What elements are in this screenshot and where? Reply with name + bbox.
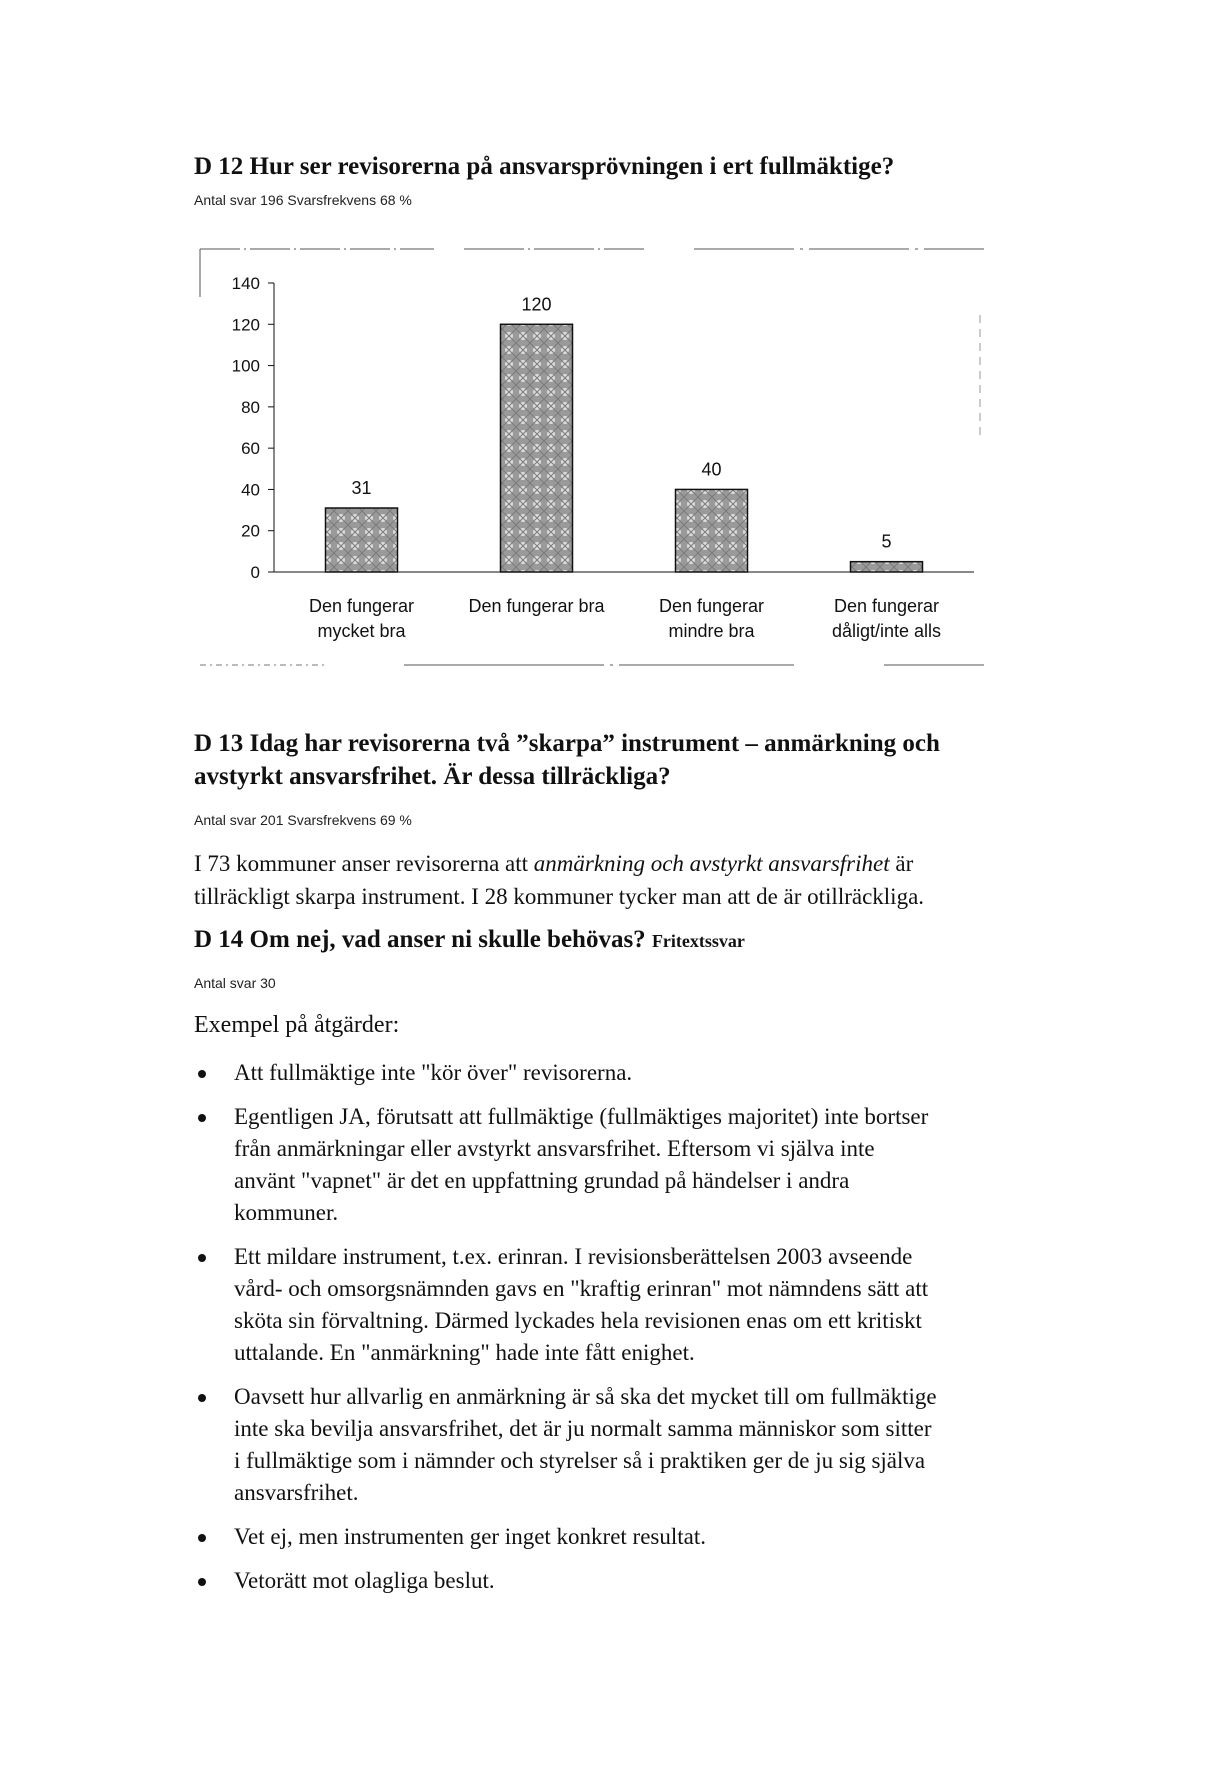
bullet-line: i fullmäktige som i nämnder och styrelser så i praktiken ger de ju sig själva <box>234 1448 926 1473</box>
bar <box>676 489 748 572</box>
d13-paragraph-start: I 73 kommuner anser revisorerna att <box>194 851 534 876</box>
d13-paragraph-end: är <box>889 851 914 876</box>
d13-paragraph-emphasis: anmärkning och avstyrkt ansvarsfrihet <box>533 851 890 876</box>
category-label: dåligt/inte alls <box>831 621 942 641</box>
bullet-item <box>194 1565 1024 1597</box>
d14-heading-text: D 14 Om nej, vad anser ni skulle behövas? <box>194 926 646 953</box>
d14-response-meta: Antal svar 30 <box>194 975 276 991</box>
d14-heading <box>194 923 745 958</box>
bullet-dot-icon <box>198 1534 206 1542</box>
y-tick-label: 40 <box>241 480 260 500</box>
bullet-line: inte ska bevilja ansvarsfrihet, det är ju normalt samma människor som sitter <box>234 1416 932 1441</box>
y-tick-label: 120 <box>231 315 260 335</box>
x-axis-labels <box>309 596 941 641</box>
d13-heading-line1: D 13 Idag har revisorerna två ”skarpa” instrument – anmärkning och <box>194 730 940 757</box>
d14-answer-type: Fritextssvar <box>651 931 745 951</box>
d13-response-meta: Antal svar 201 Svarsfrekvens 69 % <box>194 812 412 828</box>
y-tick-label: 100 <box>231 356 260 376</box>
d13-paragraph <box>194 847 1014 913</box>
bullet-dot-icon <box>198 1070 206 1078</box>
d14-intro: Exempel på åtgärder: <box>194 1012 400 1038</box>
bullet-line: använt "vapnet" är det en uppfattning grundad på händelser i andra <box>234 1168 850 1193</box>
bullet-item <box>194 1241 1024 1369</box>
bar-value-label: 5 <box>881 531 892 552</box>
bullet-line: Ett mildare instrument, t.ex. erinran. I revisionsberättelsen 2003 avseende <box>234 1244 913 1269</box>
bullet-dot-icon <box>198 1254 206 1262</box>
d12-bar-chart <box>194 245 984 685</box>
bullet-line: Oavsett hur allvarlig en anmärkning är så ska det mycket till om fullmäktige <box>234 1384 937 1409</box>
bar-value-label: 120 <box>521 294 552 315</box>
category-label: mycket bra <box>317 621 406 641</box>
bullet-item <box>194 1101 1024 1229</box>
bars <box>326 294 923 572</box>
y-tick-label: 20 <box>241 521 260 541</box>
category-label: Den fungerar <box>308 596 415 616</box>
bullet-line: Vetorätt mot olagliga beslut. <box>234 1568 495 1593</box>
bullet-line: ansvarsfrihet. <box>234 1480 359 1505</box>
bar <box>326 508 398 572</box>
d12-response-meta: Antal svar 196 Svarsfrekvens 68 % <box>194 192 412 208</box>
y-tick-label: 140 <box>231 274 260 293</box>
bullet-line: Att fullmäktige inte "kör över" revisorerna. <box>234 1060 633 1085</box>
bar-value-label: 40 <box>701 459 722 480</box>
bar-value-label: 31 <box>351 478 372 499</box>
bullet-item <box>194 1521 1024 1553</box>
bar <box>501 324 573 572</box>
bar <box>851 562 923 572</box>
d13-heading-line2: avstyrkt ansvarsfrihet. Är dessa tillräckliga? <box>194 763 671 790</box>
chart-svg <box>194 245 984 685</box>
category-label: Den fungerar bra <box>468 596 605 616</box>
bullet-line: Egentligen JA, förutsatt att fullmäktige (fullmäktiges majoritet) inte bortser <box>234 1104 929 1129</box>
y-tick-label: 60 <box>241 439 260 459</box>
bullet-line: Vet ej, men instrumenten ger inget konkret resultat. <box>234 1524 707 1549</box>
d13-paragraph-line2: tillräckligt skarpa instrument. I 28 kommuner tycker man att de är otillräckliga. <box>194 884 925 909</box>
d14-bullet-list <box>194 1057 1024 1609</box>
category-label: mindre bra <box>668 621 755 641</box>
y-tick-label: 0 <box>250 563 260 582</box>
bullet-dot-icon <box>198 1578 206 1586</box>
bullet-line: sköta sin förvaltning. Därmed lyckades hela revisionen enas om ett kritiskt <box>234 1308 922 1333</box>
bullet-line: uttalande. En "anmärkning" hade inte fått enighet. <box>234 1340 695 1365</box>
bullet-dot-icon <box>198 1394 206 1402</box>
d12-heading: D 12 Hur ser revisorerna på ansvarsprövningen i ert fullmäktige? <box>194 153 895 180</box>
y-tick-label: 80 <box>241 397 260 417</box>
bullet-line: från anmärkningar eller avstyrkt ansvarsfrihet. Eftersom vi själva inte <box>234 1136 875 1161</box>
category-label: Den fungerar <box>658 596 765 616</box>
bullet-dot-icon <box>198 1114 206 1122</box>
bullet-line: vård- och omsorgsnämnden gavs en "kraftig erinran" mot nämndens sätt att <box>234 1276 929 1301</box>
bullet-item <box>194 1381 1024 1509</box>
bullet-item <box>194 1057 1024 1089</box>
bullet-line: kommuner. <box>234 1200 339 1225</box>
category-label: Den fungerar <box>833 596 940 616</box>
